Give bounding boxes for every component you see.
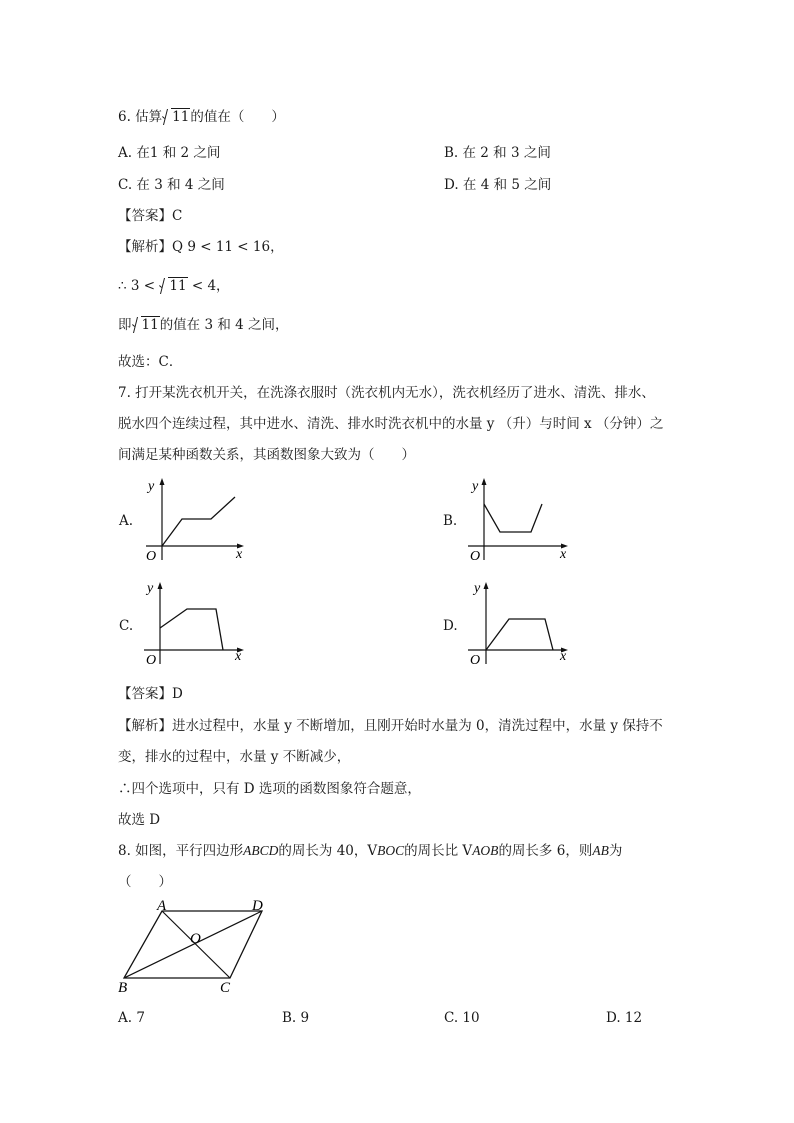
q7-conclusion: 故选 D bbox=[118, 812, 161, 828]
sqrt-symbol: 11 bbox=[162, 108, 190, 126]
y-axis-label: y bbox=[148, 479, 155, 494]
vertex-d-label: D bbox=[252, 898, 263, 914]
q8-option-a[interactable]: A. 7 bbox=[118, 1010, 145, 1026]
q7-analysis-2: 变，排水的过程中，水量 y 不断减少， bbox=[118, 749, 351, 765]
y-axis-label: y bbox=[474, 581, 481, 596]
q6-option-c[interactable]: C. 在 3 和 4 之间 bbox=[118, 177, 225, 193]
q8-parallelogram-figure bbox=[112, 898, 282, 998]
q8-option-c[interactable]: C. 10 bbox=[444, 1010, 480, 1026]
center-o-label: O bbox=[190, 931, 201, 947]
vertex-a-label: A bbox=[157, 898, 167, 914]
q8-stem-line2: （ ） bbox=[118, 874, 172, 890]
vertex-c-label: C bbox=[220, 980, 231, 996]
q7-graph-d-label[interactable]: D. bbox=[443, 618, 458, 634]
sqrt-symbol: 11 bbox=[132, 316, 160, 334]
q7-analysis-3: ∴四个选项中，只有 D 选项的函数图象符合题意， bbox=[118, 781, 421, 797]
y-axis-label: y bbox=[147, 581, 154, 596]
q8-stem-line1: 8. 如图，平行四边形ABCD的周长为 40，VBOC的周长比 VAOB的周长多 6，则AB为 bbox=[118, 843, 623, 859]
q7-graph-b[interactable] bbox=[464, 476, 574, 566]
q7-stem-line2: 脱水四个连续过程，其中进水、清洗、排水时洗衣机中的水量 y （升）与时间 x （分钟）之 bbox=[118, 416, 664, 432]
q6-answer: 【答案】C bbox=[118, 208, 183, 224]
q7-answer: 【答案】D bbox=[118, 686, 183, 702]
q6-option-a[interactable]: A. 在1 和 2 之间 bbox=[118, 145, 221, 161]
q7-graph-c-label[interactable]: C. bbox=[119, 618, 134, 634]
vertex-b-label: B bbox=[118, 980, 128, 996]
origin-label: O bbox=[470, 653, 481, 668]
sqrt-symbol: 11 bbox=[159, 277, 187, 295]
q7-graph-a[interactable] bbox=[140, 476, 250, 566]
q7-stem-line1: 7. 打开某洗衣机开关，在洗涤衣服时（洗衣机内无水），洗衣机经历了进水、清洗、排水、 bbox=[118, 385, 655, 401]
q6-option-d[interactable]: D. 在 4 和 5 之间 bbox=[444, 177, 552, 193]
origin-label: O bbox=[146, 653, 157, 668]
q6-analysis-2: ∴ 3 < 11 < 4， bbox=[118, 278, 230, 294]
x-axis-label: x bbox=[560, 547, 567, 562]
origin-label: O bbox=[146, 549, 157, 564]
q6-option-b[interactable]: B. 在 2 和 3 之间 bbox=[444, 145, 551, 161]
q8-option-d[interactable]: D. 12 bbox=[606, 1010, 643, 1026]
q7-analysis-1: 【解析】进水过程中，水量 y 不断增加，且刚开始时水量为 0，清洗过程中，水量 y 保持不 bbox=[118, 718, 663, 734]
q7-graph-d[interactable] bbox=[464, 580, 574, 670]
q7-graph-c[interactable] bbox=[140, 580, 250, 670]
y-axis-label: y bbox=[472, 479, 479, 494]
x-axis-label: x bbox=[560, 649, 567, 664]
q8-option-b[interactable]: B. 9 bbox=[282, 1010, 310, 1026]
origin-label: O bbox=[470, 549, 481, 564]
x-axis-label: x bbox=[236, 547, 243, 562]
q6-analysis-1: 【解析】Q 9 < 11 < 16， bbox=[118, 239, 284, 255]
q6-conclusion: 故选：C． bbox=[118, 354, 183, 370]
q6-stem: 6. 估算 11的值在（ ） bbox=[118, 109, 285, 125]
q7-graph-a-label[interactable]: A. bbox=[119, 513, 134, 529]
q6-analysis-3: 即 11的值在 3 和 4 之间， bbox=[118, 317, 289, 333]
x-axis-label: x bbox=[235, 649, 242, 664]
q7-graph-b-label[interactable]: B. bbox=[443, 513, 458, 529]
q7-stem-line3: 间满足某种函数关系，其函数图象大致为（ ） bbox=[118, 447, 415, 463]
